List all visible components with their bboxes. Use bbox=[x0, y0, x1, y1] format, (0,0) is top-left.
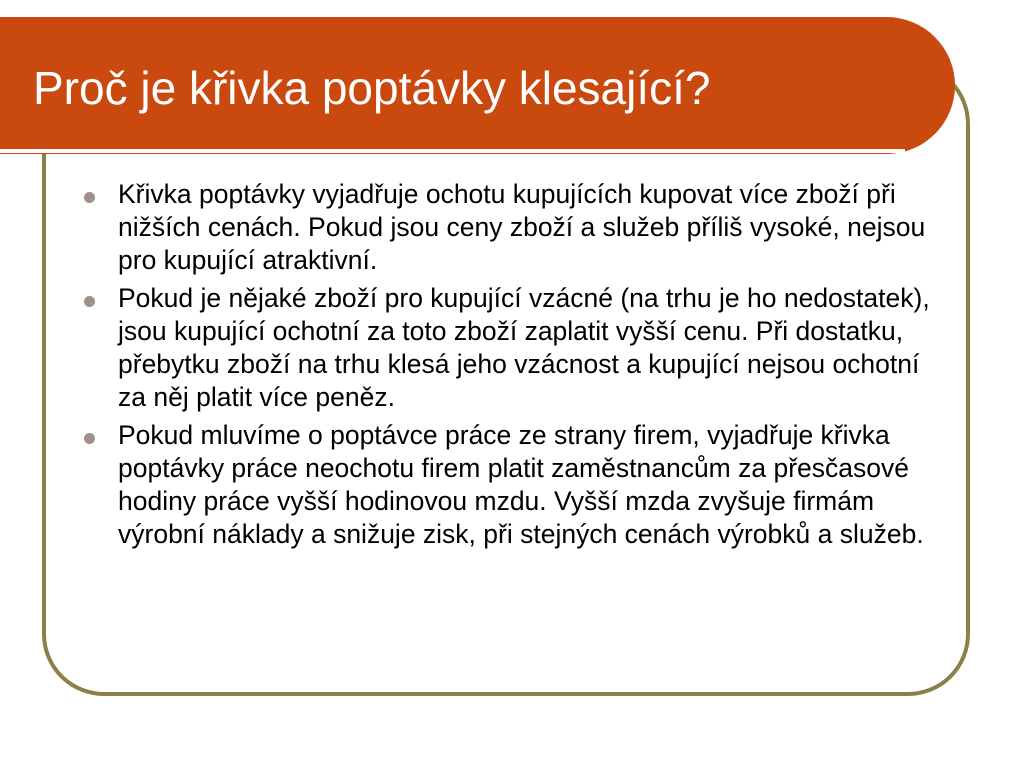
bullet-text: Křivka poptávky vyjadřuje ochotu kupujících kupovat více zboží při nižších cenách. Pokud jsou ceny zboží a služeb příliš vysoké, nejsou pro kupující atraktivní. bbox=[118, 179, 926, 275]
bullet-dot-icon bbox=[84, 433, 95, 444]
bullet-item bbox=[84, 282, 954, 414]
title-underline bbox=[0, 149, 905, 153]
bullet-dot-icon bbox=[84, 192, 95, 203]
bullet-item bbox=[84, 178, 954, 277]
bullet-text: Pokud je nějaké zboží pro kupující vzácné (na trhu je ho nedostatek), jsou kupující ochotní za toto zboží zaplatit vyšší cenu. Při dostatku, přebytku zboží na trhu klesá jeho vzácnost a kupující nejsou ochotní za něj platit více peněz. bbox=[118, 283, 930, 412]
slide-title: Proč je křivka poptávky klesající? bbox=[33, 62, 711, 114]
bullet-dot-icon bbox=[84, 296, 95, 307]
bullet-list bbox=[84, 178, 954, 556]
title-bar bbox=[0, 17, 955, 154]
bullet-text: Pokud mluvíme o poptávce práce ze strany firem, vyjadřuje křivka poptávky práce neochotu firem platit zaměstnancům za přesčasové hodiny práce vyšší hodinovou mzdu. Vyšší mzda zvyšuje firmám výrobní náklady a snižuje zisk, při stejných cenách výrobků a služeb. bbox=[118, 420, 924, 549]
bullet-item bbox=[84, 419, 954, 551]
